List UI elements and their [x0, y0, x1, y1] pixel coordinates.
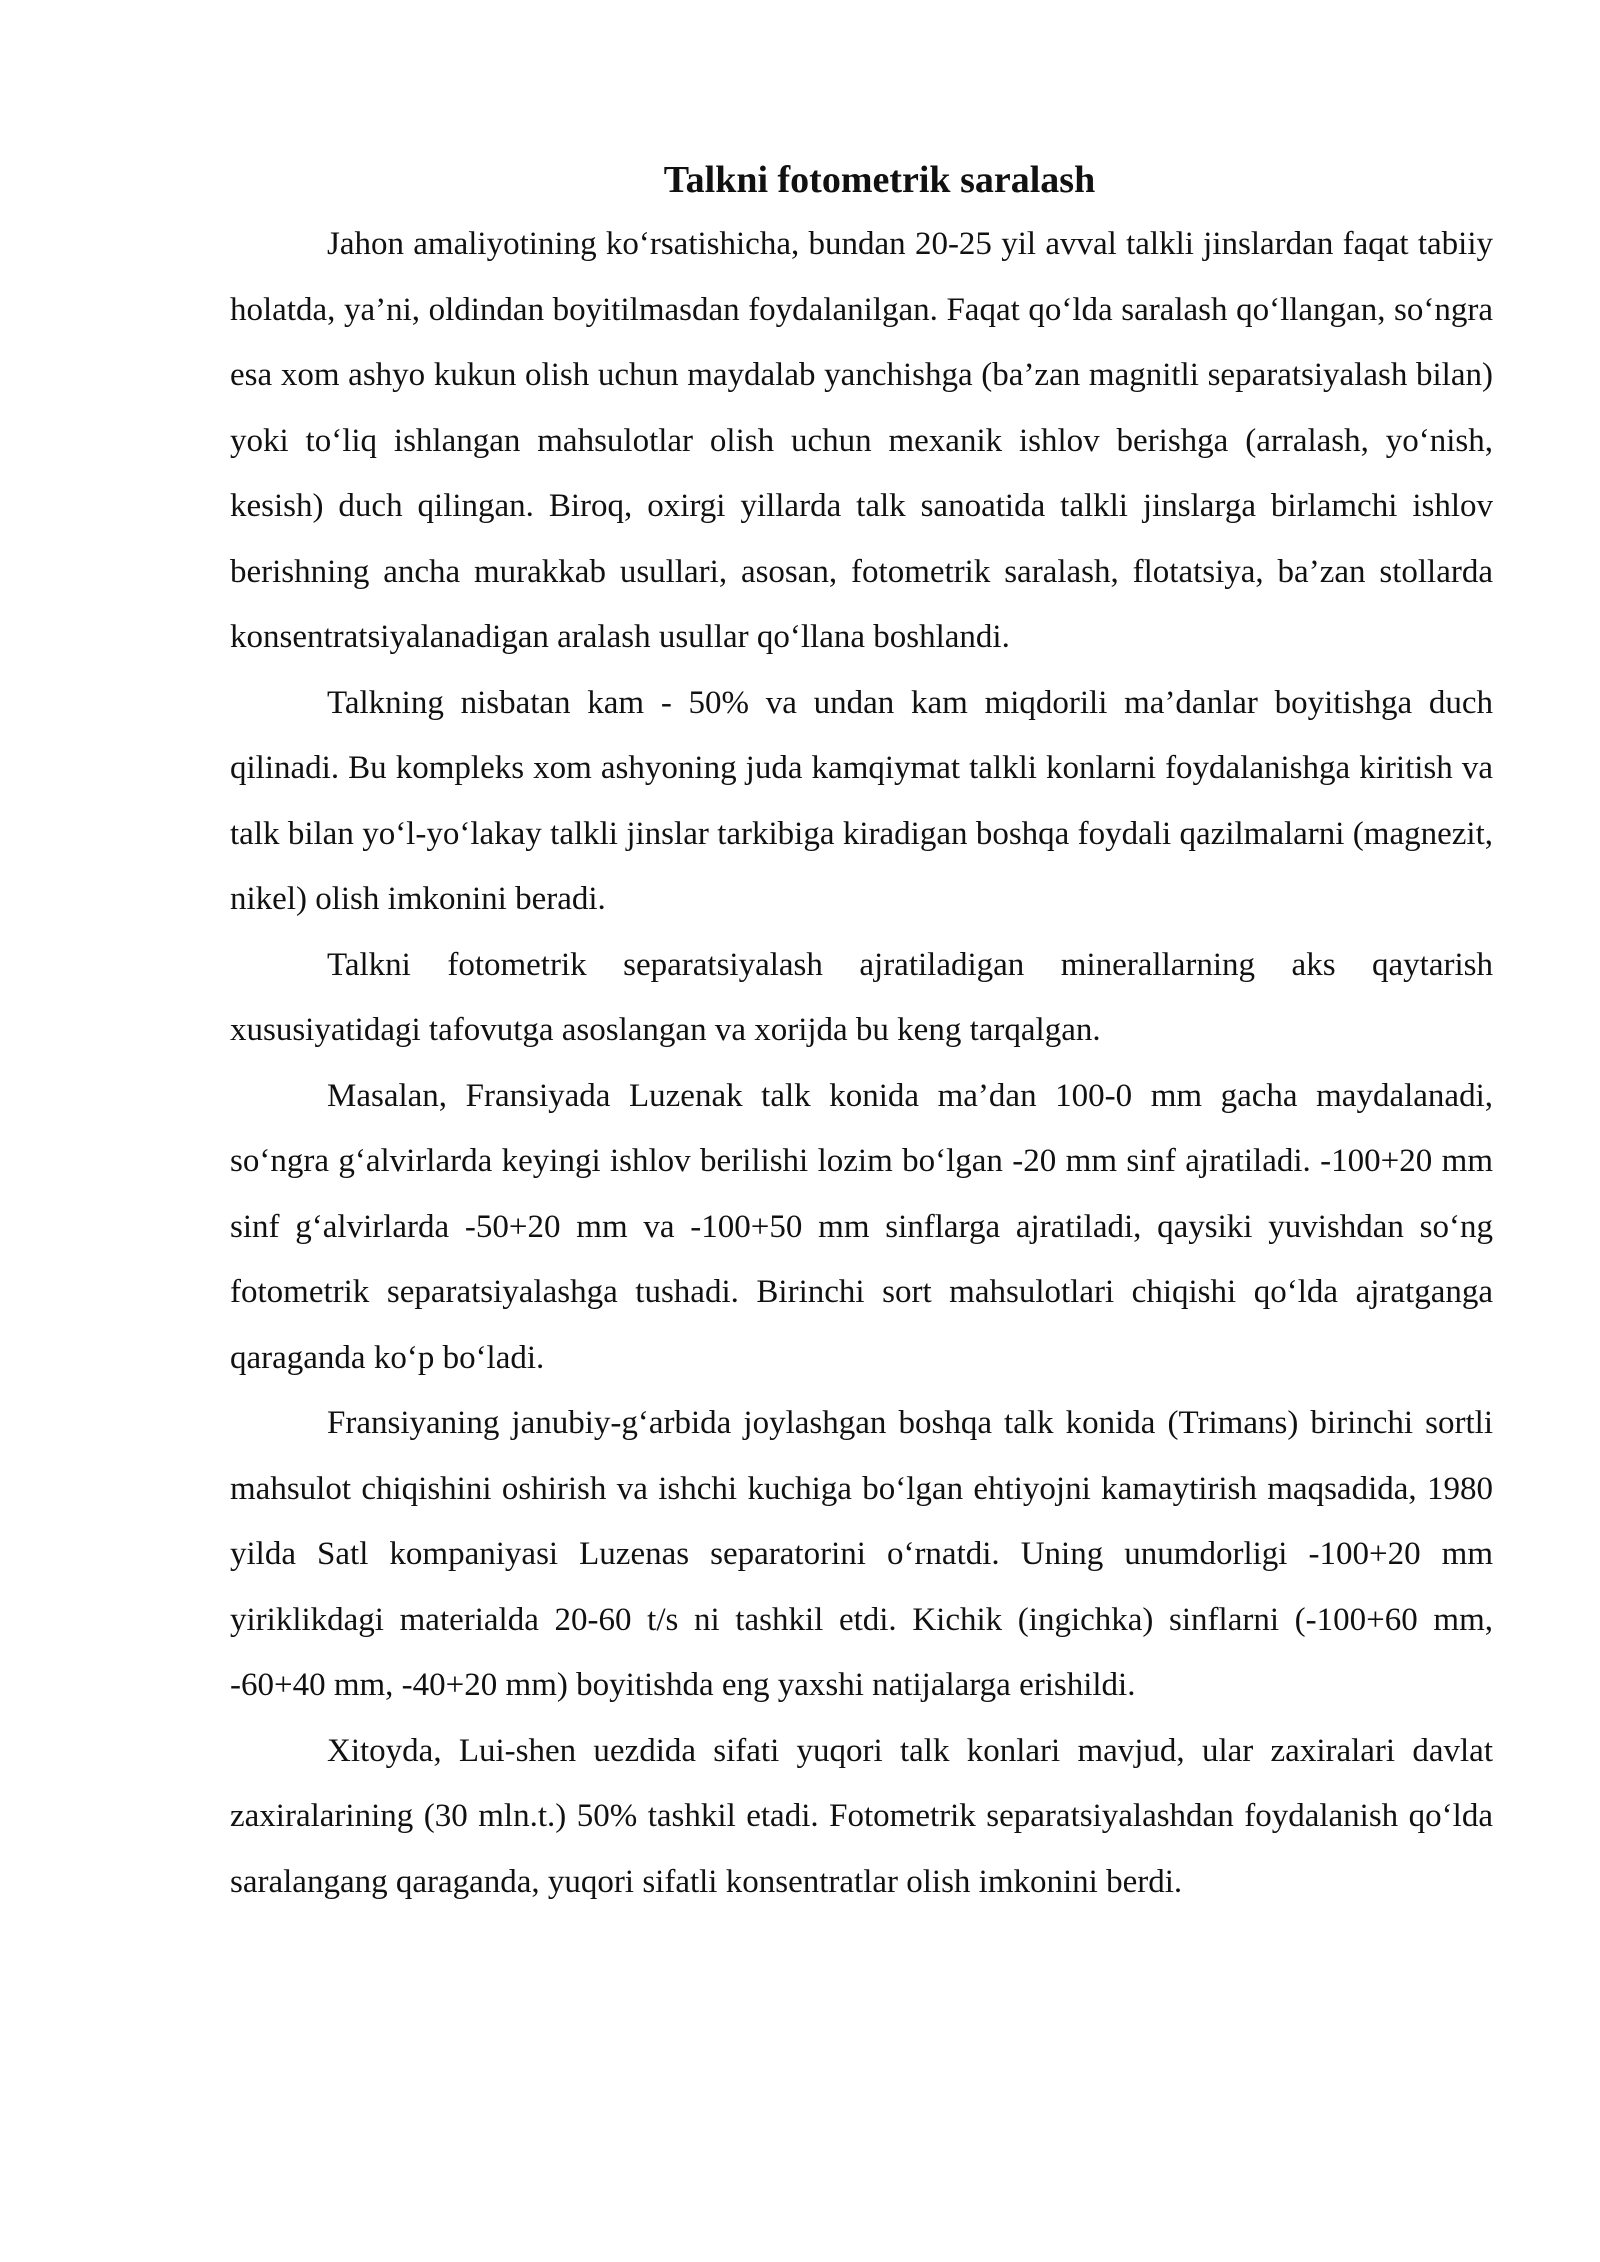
paragraph-5: Fransiyaning janubiy-g‘arbida joylashgan boshqa talk konida (Trimans) birinchi sortli mahsulot chiqishini oshirish va ishchi kuchiga bo‘lgan ehtiyojni kamaytirish maqsadida, 1980 yilda Satl kompaniyasi Luzenas separatorini o‘rnatdi. Uning unumdorligi -100+20 mm yiriklikdagi materialda 20-60 t/s ni tashkil etdi. Kichik (ingichka) sinflarni (-100+60 mm, -60+40 mm, -40+20 mm) boyitishda eng yaxshi natijalarga erishildi.: [230, 1405, 1493, 1703]
document-page: [230, 148, 1493, 1915]
paragraph-6: Xitoyda, Lui-shen uezdida sifati yuqori talk konlari mavjud, ular zaxiralari davlat zaxiralarining (30 mln.t.) 50% tashkil etadi. Fotometrik separatsiyalashdan foydalanish qo‘lda saralangang qaraganda, yuqori sifatli konsentratlar olish imkonini berdi.: [230, 1732, 1493, 1900]
paragraph-2: Talkning nisbatan kam - 50% va undan kam miqdorili ma’danlar boyitishga duch qilinadi. Bu kompleks xom ashyoning juda kamqiymat talkli konlarni foydalanishga kiritish va talk bilan yo‘l-yo‘lakay talkli jinslar tarkibiga kiradigan boshqa foydali qazilmalarni (magnezit, nikel) olish imkonini beradi.: [230, 684, 1493, 917]
paragraph-1: Jahon amaliyotining ko‘rsatishicha, bundan 20-25 yil avval talkli jinslardan faqat tabiiy holatda, ya’ni, oldindan boyitilmasdan foydalanilgan. Faqat qo‘lda saralash qo‘llangan, so‘ngra esa xom ashyo kukun olish uchun maydalab yanchishga (ba’zan magnitli separatsiyalash bilan) yoki to‘liq ishlangan mahsulotlar olish uchun mexanik ishlov berishga (arralash, yo‘nish, kesish) duch qilingan. Biroq, oxirgi yillarda talk sanoatida talkli jinslarga birlamchi ishlov berishning ancha murakkab usullari, asosan, fotometrik saralash, flotatsiya, ba’zan stollarda konsentratsiyalanadigan aralash usullar qo‘llana boshlandi.: [230, 226, 1493, 655]
paragraph-4: Masalan, Fransiyada Luzenak talk konida ma’dan 100-0 mm gacha maydalanadi, so‘ngra g‘alvirlarda keyingi ishlov berilishi lozim bo‘lgan -20 mm sinf ajratiladi. -100+20 mm sinf g‘alvirlarda -50+20 mm va -100+50 mm sinflarga ajratiladi, qaysiki yuvishdan so‘ng fotometrik separatsiyalashga tushadi. Birinchi sort mahsulotlari chiqishi qo‘lda ajratganga qaraganda ko‘p bo‘ladi.: [230, 1077, 1493, 1376]
document-title: Talkni fotometrik saralash: [663, 159, 1096, 201]
paragraph-3: Talkni fotometrik separatsiyalash ajratiladigan minerallarning aks qaytarish xususiyatidagi tafovutga asoslangan va xorijda bu keng tarqalgan.: [230, 946, 1493, 1048]
